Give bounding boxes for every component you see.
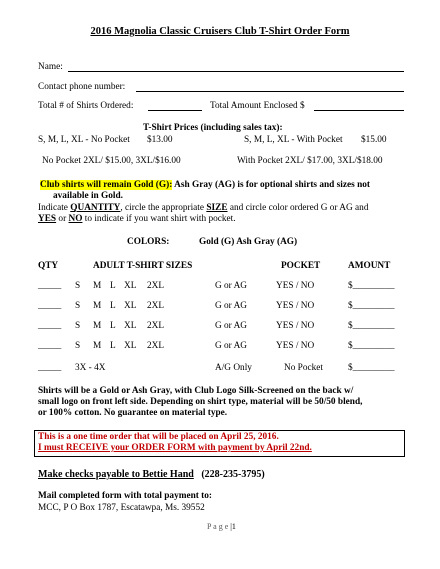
row-amount-field[interactable]: $_________: [348, 321, 395, 331]
instructions-text-a: Indicate: [38, 203, 71, 213]
colors-options: Gold (G) Ash Gray (AG): [199, 237, 298, 247]
size-option-xl[interactable]: XL: [124, 321, 137, 331]
gold-note-line2: available in Gold.: [53, 191, 123, 201]
colors-label: COLORS:: [127, 237, 170, 247]
price-with-pocket-value: $15.00: [361, 135, 387, 145]
mail-label: Mail completed form with total payment to:: [38, 491, 213, 501]
name-field[interactable]: [68, 71, 404, 72]
gold-note-rest: Ash Gray (AG) is for optional shirts and sizes not: [172, 180, 370, 190]
phone-field[interactable]: [136, 91, 404, 92]
quantity-word: QUANTITY: [70, 203, 121, 213]
size-option-m[interactable]: M: [93, 321, 102, 331]
size-option-m[interactable]: M: [93, 281, 102, 291]
size-option-s[interactable]: S: [75, 341, 81, 351]
price-with-pocket-large: With Pocket 2XL/ $17.00, 3XL/$18.00: [237, 156, 383, 166]
color-option[interactable]: G or AG: [215, 281, 248, 291]
header-amount: AMOUNT: [348, 261, 391, 271]
size-option-s[interactable]: S: [75, 321, 81, 331]
deadline-notice-line1: This is a one time order that will be placed on April 25, 2016.: [38, 432, 279, 442]
size-option-2xl[interactable]: 2XL: [147, 301, 165, 311]
row-qty-field[interactable]: _____: [38, 301, 62, 311]
color-option[interactable]: G or AG: [215, 301, 248, 311]
mail-address: MCC, P O Box 1787, Escatawpa, Ms. 39552: [38, 503, 205, 513]
size-option-l[interactable]: L: [110, 281, 116, 291]
size-option-l[interactable]: L: [110, 341, 116, 351]
shirt-desc-line1: Shirts will be a Gold or Ash Gray, with Club Logo Silk-Screened on the back w/: [38, 386, 354, 396]
price-no-pocket: S, M, L, XL - No Pocket: [38, 135, 130, 145]
size-option-l[interactable]: L: [110, 321, 116, 331]
page-word: P a g e: [207, 522, 229, 531]
row-qty-field[interactable]: _____: [38, 363, 62, 373]
price-no-pocket-large: No Pocket 2XL/ $15.00, 3XL/$16.00: [42, 156, 181, 166]
no-word: NO: [68, 214, 83, 224]
total-amount-field[interactable]: [314, 110, 404, 111]
instructions-text-c: and circle color ordered G or AG and: [227, 203, 369, 213]
pocket-none: No Pocket: [284, 363, 323, 373]
price-with-pocket: S, M, L, XL - With Pocket: [244, 135, 343, 145]
size-option-xl[interactable]: XL: [124, 341, 137, 351]
row-qty-field[interactable]: _____: [38, 281, 62, 291]
instructions-line1: [38, 203, 368, 214]
size-option-2xl[interactable]: 2XL: [147, 321, 165, 331]
row-qty-field[interactable]: _____: [38, 341, 62, 351]
size-option-m[interactable]: M: [93, 301, 102, 311]
pocket-option[interactable]: YES / NO: [276, 321, 315, 331]
row-amount-field[interactable]: $_________: [348, 341, 395, 351]
page-footer: P a g e |1: [207, 522, 236, 531]
size-option-3x-4x: 3X - 4X: [75, 363, 106, 373]
shirt-desc-line2: small logo on front left side. Depending on shirt type, material will be 50/50 blend,: [38, 397, 363, 407]
gold-note-highlight: Club shirts will remain Gold (G):: [40, 180, 173, 190]
pocket-option[interactable]: YES / NO: [276, 281, 315, 291]
row-amount-field[interactable]: $_________: [348, 363, 395, 373]
color-option-ag-only: A/G Only: [215, 363, 252, 373]
total-amount-label: Total Amount Enclosed $: [210, 101, 305, 111]
row-qty-field[interactable]: _____: [38, 321, 62, 331]
phone-label: Contact phone number:: [38, 82, 126, 92]
checks-payable-text: Make checks payable to Bettie Hand: [38, 469, 194, 480]
total-shirts-label: Total # of Shirts Ordered:: [38, 101, 134, 111]
size-option-xl[interactable]: XL: [124, 281, 137, 291]
pocket-option[interactable]: YES / NO: [276, 341, 315, 351]
page-number: 1: [231, 522, 236, 531]
checks-payable: [38, 469, 265, 480]
size-option-l[interactable]: L: [110, 301, 116, 311]
instructions-text-b: , circle the appropriate: [120, 203, 207, 213]
yes-word: YES: [38, 214, 57, 224]
header-pocket: POCKET: [281, 261, 321, 271]
color-option[interactable]: G or AG: [215, 341, 248, 351]
price-no-pocket-value: $13.00: [147, 135, 173, 145]
pocket-option[interactable]: YES / NO: [276, 301, 315, 311]
instructions-text-d: to indicate if you want shirt with pocket.: [82, 214, 236, 224]
size-option-xl[interactable]: XL: [124, 301, 137, 311]
header-sizes: ADULT T-SHIRT SIZES: [93, 261, 193, 271]
form-title: 2016 Magnolia Classic Cruisers Club T-Shirt Order Form: [90, 26, 350, 37]
total-shirts-field[interactable]: [148, 110, 202, 111]
size-option-2xl[interactable]: 2XL: [147, 281, 165, 291]
size-option-s[interactable]: S: [75, 301, 81, 311]
instructions-line2: [38, 214, 236, 225]
prices-heading: T-Shirt Prices (including sales tax):: [143, 123, 283, 133]
header-qty: QTY: [38, 261, 59, 271]
size-option-s[interactable]: S: [75, 281, 81, 291]
gold-note: [40, 180, 370, 191]
row-amount-field[interactable]: $_________: [348, 301, 395, 311]
name-label: Name:: [38, 62, 63, 72]
checks-phone: (228-235-3795): [201, 469, 265, 480]
color-option[interactable]: G or AG: [215, 321, 248, 331]
row-amount-field[interactable]: $_________: [348, 281, 395, 291]
or-word: or: [56, 214, 69, 224]
deadline-notice-line2: I must RECEIVE your ORDER FORM with payment by April 22nd.: [38, 443, 312, 453]
shirt-desc-line3: or 100% cotton. No guarantee on material type.: [38, 408, 228, 418]
size-option-m[interactable]: M: [93, 341, 102, 351]
size-option-2xl[interactable]: 2XL: [147, 341, 165, 351]
size-word: SIZE: [206, 203, 228, 213]
